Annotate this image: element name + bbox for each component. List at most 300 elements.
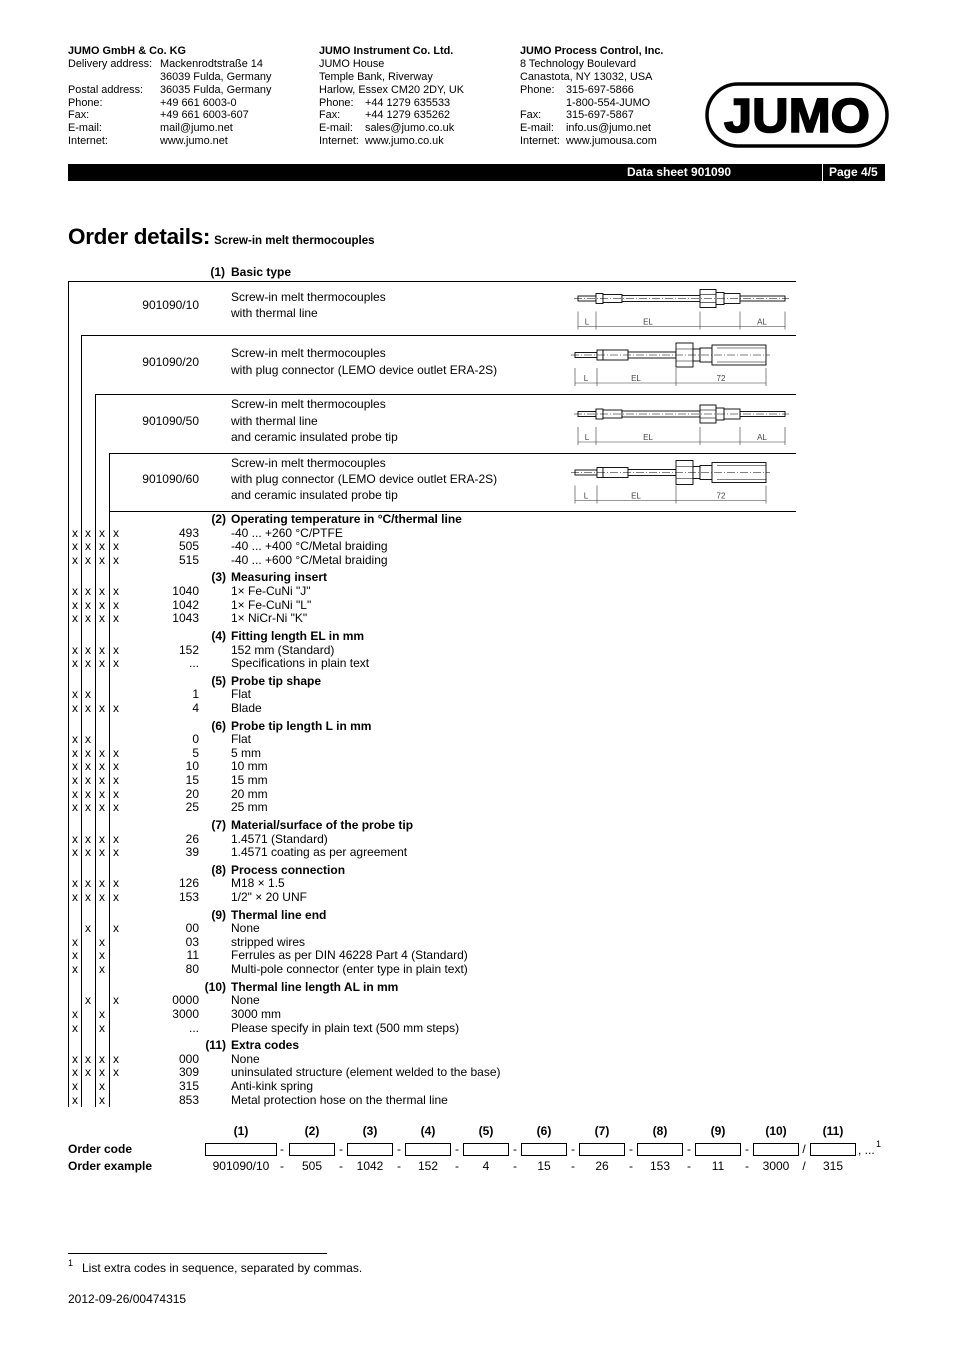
option-mark: x: [85, 701, 91, 715]
option-description: None: [231, 921, 260, 936]
option-mark: x: [99, 584, 105, 599]
option-mark: x: [85, 539, 91, 554]
dimension-label: 72: [716, 374, 726, 383]
option-mark: x: [72, 759, 78, 774]
order-example-value: 4: [482, 1159, 490, 1173]
option-mark: x: [113, 831, 119, 846]
address-value: www.jumo.net: [160, 135, 228, 148]
logo-text: JUMO: [724, 90, 870, 143]
order-column-header: (8): [652, 1124, 668, 1138]
address-line: Harlow, Essex CM20 2DY, UK: [319, 83, 465, 96]
option-code: 25: [185, 800, 199, 815]
option-mark: x: [99, 773, 105, 788]
address-line: JUMO House: [319, 58, 385, 70]
address-value: Mackenrodtstraße 14: [160, 58, 263, 70]
document-date: 2012-09-26/00474315: [68, 1292, 187, 1306]
option-mark: x: [85, 1065, 91, 1080]
option-code: 0000: [172, 993, 199, 1008]
option-code: 853: [178, 1092, 199, 1107]
basic-type-code: 901090/60: [142, 472, 199, 486]
option-code: 03: [185, 934, 199, 949]
option-mark: x: [99, 701, 105, 715]
option-code: 153: [178, 890, 199, 904]
basic-type-code: 901090/20: [142, 354, 199, 369]
order-example-separator: -: [339, 1159, 343, 1173]
option-mark: x: [72, 732, 78, 747]
option-description: 5 mm: [231, 745, 261, 760]
order-example-separator: -: [745, 1159, 749, 1173]
option-code: 11: [186, 948, 199, 963]
dimension-label: L: [583, 491, 589, 501]
option-mark: x: [113, 745, 119, 760]
option-code: 4: [192, 701, 199, 715]
section-title: Basic type: [231, 265, 292, 279]
basic-type-description: and ceramic insulated probe tip: [231, 488, 398, 503]
option-code: 1: [192, 687, 199, 702]
option-mark: x: [99, 831, 105, 846]
option-mark: x: [72, 1079, 78, 1093]
order-example-label: Order example: [68, 1159, 153, 1173]
option-description: stripped wires: [231, 934, 306, 949]
option-mark: x: [99, 1079, 105, 1093]
option-mark: x: [85, 584, 91, 599]
dimension-label: 72: [716, 491, 726, 501]
option-mark: x: [99, 539, 105, 554]
option-mark: x: [113, 773, 119, 788]
address-value: 315-697-5867: [566, 109, 634, 122]
order-column-header: (2): [304, 1124, 320, 1138]
option-code: 80: [185, 962, 199, 977]
option-code: ...: [188, 1020, 199, 1035]
order-column-header: (7): [594, 1124, 610, 1138]
section-title: Process connection: [231, 862, 346, 877]
option-code: 5: [192, 745, 199, 760]
option-mark: x: [113, 786, 119, 801]
option-mark: x: [99, 876, 105, 891]
option-code: 39: [185, 845, 199, 860]
option-description: Blade: [231, 701, 262, 715]
option-mark: x: [72, 876, 78, 891]
section-number: (2): [211, 512, 226, 526]
option-mark: x: [113, 993, 119, 1008]
type-column-line: [81, 335, 82, 1107]
order-example-value: 26: [595, 1159, 609, 1173]
section-title: Extra codes: [231, 1038, 300, 1053]
basic-type-description: Screw-in melt thermocouples: [231, 455, 386, 470]
option-mark: x: [113, 525, 119, 540]
option-mark: x: [85, 773, 91, 788]
page-number: Page 4/5: [829, 165, 878, 179]
address-value: info.us@jumo.net: [566, 122, 651, 135]
option-description: 1.4571 (Standard): [231, 831, 328, 846]
option-mark: x: [72, 962, 78, 977]
section-title: Thermal line length AL in mm: [231, 979, 399, 994]
order-column-header: (5): [478, 1124, 494, 1138]
option-mark: x: [72, 890, 78, 904]
order-code-separator: -: [687, 1142, 691, 1156]
address-label: E-mail:: [68, 122, 102, 135]
option-code: 26: [185, 831, 199, 846]
option-code: 00: [185, 921, 199, 936]
basic-type-description: with plug connector (LEMO device outlet ERA-2S): [231, 472, 498, 486]
order-code-separator: /: [802, 1142, 806, 1156]
order-example-separator: -: [280, 1159, 284, 1173]
option-mark: x: [85, 745, 91, 760]
section-title: Measuring insert: [231, 570, 328, 585]
option-description: 15 mm: [231, 773, 268, 788]
option-mark: x: [72, 552, 78, 567]
address-label: Internet:: [319, 135, 359, 148]
option-description: Specifications in plain text: [231, 656, 370, 671]
option-mark: x: [72, 934, 78, 949]
option-code: 1040: [172, 584, 199, 599]
section-title: Operating temperature in °C/thermal line: [231, 512, 462, 526]
address-value: www.jumo.co.uk: [365, 135, 444, 148]
option-mark: x: [99, 1006, 105, 1021]
order-footnote-ref: 1: [876, 1139, 882, 1149]
option-description: 25 mm: [231, 800, 268, 815]
order-example-value: 3000: [762, 1159, 790, 1173]
basic-type-description: Screw-in melt thermocouples: [231, 289, 386, 304]
option-mark: x: [99, 1020, 105, 1035]
option-mark: x: [72, 1051, 78, 1066]
option-code: 515: [178, 552, 199, 567]
order-example-value: 153: [649, 1159, 671, 1173]
order-code-suffix: , ...: [858, 1143, 875, 1157]
section-title: Thermal line end: [231, 907, 327, 922]
order-code-separator: -: [745, 1142, 749, 1156]
address-label: Internet:: [520, 135, 560, 148]
option-mark: x: [85, 732, 91, 747]
order-code-separator: -: [571, 1142, 575, 1156]
order-example-value: 901090/10: [212, 1159, 270, 1173]
option-description: Flat: [231, 732, 252, 747]
option-description: Please specify in plain text (500 mm steps): [231, 1020, 460, 1035]
option-code: 126: [178, 876, 199, 891]
address-value: 1-800-554-JUMO: [566, 96, 651, 109]
dimension-label: EL: [631, 491, 641, 501]
option-description: 10 mm: [231, 759, 268, 774]
option-mark: x: [72, 948, 78, 963]
basic-type-description: with plug connector (LEMO device outlet ERA-2S): [231, 362, 498, 377]
order-column-header: (11): [822, 1124, 844, 1138]
option-mark: x: [99, 800, 105, 815]
section-title: Material/surface of the probe tip: [231, 817, 414, 832]
option-mark: x: [113, 552, 119, 567]
address-line: Canastota, NY 13032, USA: [520, 70, 653, 83]
option-description: 1/2" × 20 UNF: [231, 890, 307, 904]
basic-type-description: Screw-in melt thermocouples: [231, 346, 386, 361]
address-value: +49 661 6003-0: [160, 96, 237, 109]
option-mark: x: [99, 948, 105, 963]
option-mark: x: [85, 993, 91, 1008]
option-code: 15: [185, 773, 199, 788]
option-mark: x: [113, 656, 119, 671]
order-example-separator: -: [571, 1159, 575, 1173]
order-column-header: (10): [765, 1124, 787, 1138]
probe-thermal-line-drawing: [565, 281, 796, 335]
option-mark: x: [85, 759, 91, 774]
option-description: 152 mm (Standard): [231, 642, 335, 657]
dimension-label: L: [584, 433, 590, 442]
option-mark: x: [85, 800, 91, 815]
datasheet-bar: [68, 164, 885, 181]
address-line: 8 Technology Boulevard: [520, 58, 637, 70]
order-code-separator: -: [455, 1142, 459, 1156]
option-description: 1.4571 coating as per agreement: [231, 845, 408, 860]
option-description: Multi-pole connector (enter type in plain text): [231, 962, 468, 977]
option-description: -40 ... +600 °C/Metal braiding: [231, 552, 388, 567]
option-mark: x: [85, 876, 91, 891]
address-label: E-mail:: [520, 122, 554, 135]
option-code: 152: [178, 642, 199, 657]
option-mark: x: [85, 786, 91, 801]
option-mark: x: [72, 773, 78, 788]
basic-type-description: with thermal line: [231, 306, 318, 321]
option-mark: x: [113, 1051, 119, 1066]
order-column-header: (6): [536, 1124, 552, 1138]
option-mark: x: [113, 611, 119, 626]
section-number: (7): [211, 817, 226, 832]
option-mark: x: [72, 642, 78, 657]
address-label: Fax:: [520, 109, 542, 122]
order-column-header: (3): [362, 1124, 378, 1138]
address-label: Fax:: [68, 109, 90, 122]
option-description: Metal protection hose on the thermal line: [231, 1092, 448, 1107]
section-title: Fitting length EL in mm: [231, 628, 365, 643]
option-description: Ferrules as per DIN 46228 Part 4 (Standard): [231, 948, 468, 963]
address-label: Phone:: [319, 96, 354, 109]
dimension-label: EL: [631, 374, 641, 383]
option-mark: x: [72, 611, 78, 626]
option-description: Anti-kink spring: [231, 1079, 314, 1093]
order-code-separator: -: [280, 1142, 284, 1156]
option-mark: x: [72, 745, 78, 760]
order-column-header: (9): [710, 1124, 726, 1138]
dimension-label: L: [583, 374, 589, 383]
option-description: 1× Fe-CuNi "J": [231, 584, 311, 599]
option-code: 315: [178, 1079, 199, 1093]
option-mark: x: [113, 890, 119, 904]
option-code: 20: [185, 786, 199, 801]
section-number: (8): [211, 862, 226, 877]
option-mark: x: [99, 525, 105, 540]
option-mark: x: [72, 1020, 78, 1035]
option-mark: x: [113, 584, 119, 599]
option-mark: x: [99, 786, 105, 801]
address-line: Temple Bank, Riverway: [319, 70, 433, 83]
option-mark: x: [72, 831, 78, 846]
dimension-label: EL: [643, 433, 653, 442]
option-mark: x: [85, 831, 91, 846]
option-mark: x: [99, 962, 105, 977]
option-description: 1× NiCr-Ni "K": [231, 611, 308, 626]
address-value: 36035 Fulda, Germany: [160, 83, 272, 96]
option-mark: x: [72, 584, 78, 599]
dimension-label: EL: [643, 317, 653, 327]
option-mark: x: [72, 687, 78, 702]
option-description: uninsulated structure (element welded to the base): [231, 1065, 501, 1080]
option-mark: x: [72, 786, 78, 801]
option-description: Flat: [231, 687, 252, 702]
option-mark: x: [72, 845, 78, 860]
address-label: Phone:: [520, 83, 555, 96]
address-value: +44 1279 635533: [365, 96, 451, 109]
option-code: 1043: [172, 611, 199, 626]
option-code: 1042: [172, 597, 199, 612]
page-title: [68, 224, 375, 250]
probe-thermal-line-drawing: [565, 394, 796, 453]
option-description: 3000 mm: [231, 1006, 282, 1021]
option-mark: x: [72, 525, 78, 540]
option-description: -40 ... +260 °C/PTFE: [231, 525, 343, 540]
dimension-label: L: [584, 317, 590, 327]
option-mark: x: [99, 745, 105, 760]
order-code-separator: -: [629, 1142, 633, 1156]
order-code-separator: -: [397, 1142, 401, 1156]
section-title: Probe tip length L in mm: [231, 718, 372, 733]
option-mark: x: [99, 845, 105, 860]
section-number: (11): [205, 1038, 226, 1053]
address-value: +44 1279 635262: [365, 109, 451, 122]
option-mark: x: [85, 921, 91, 936]
option-mark: x: [99, 759, 105, 774]
option-mark: x: [113, 539, 119, 554]
page-title-sub: Screw-in melt thermocouples: [214, 235, 375, 247]
option-mark: x: [72, 656, 78, 671]
option-mark: x: [99, 890, 105, 904]
address-label: Delivery address:: [68, 58, 153, 70]
option-mark: x: [72, 1065, 78, 1080]
basic-type-description: and ceramic insulated probe tip: [231, 429, 398, 444]
option-mark: x: [85, 611, 91, 626]
section-number: (4): [211, 628, 226, 643]
option-mark: x: [72, 701, 78, 715]
option-mark: x: [85, 656, 91, 671]
option-mark: x: [72, 800, 78, 815]
option-mark: x: [85, 552, 91, 567]
footnote-text: List extra codes in sequence, separated by commas.: [82, 1261, 363, 1275]
basic-type-description: Screw-in melt thermocouples: [231, 397, 386, 412]
company-name: JUMO GmbH & Co. KG: [68, 45, 186, 57]
option-mark: x: [85, 845, 91, 860]
order-example-value: 505: [301, 1159, 323, 1173]
option-mark: x: [85, 597, 91, 612]
option-mark: x: [72, 1006, 78, 1021]
option-mark: x: [113, 701, 119, 715]
basic-type-description: with thermal line: [231, 413, 318, 428]
option-mark: x: [113, 597, 119, 612]
order-example-value: 1042: [356, 1159, 384, 1173]
option-code: 493: [178, 525, 199, 540]
option-description: -40 ... +400 °C/Metal braiding: [231, 539, 388, 554]
dimension-label: AL: [757, 433, 767, 442]
order-code-label: Order code: [68, 1142, 133, 1156]
order-example-value: 152: [417, 1159, 439, 1173]
option-code: 505: [178, 539, 199, 554]
page-title-main: Order details:: [68, 224, 211, 249]
option-mark: x: [85, 1051, 91, 1066]
dimension-label: AL: [757, 317, 767, 327]
section-number: (6): [211, 718, 226, 733]
option-mark: x: [72, 597, 78, 612]
option-mark: x: [99, 1065, 105, 1080]
order-example-value: 15: [537, 1159, 551, 1173]
option-mark: x: [113, 876, 119, 891]
jumo-logo: [705, 82, 889, 148]
option-mark: x: [113, 1065, 119, 1080]
order-example-separator: -: [397, 1159, 401, 1173]
option-code: 309: [178, 1065, 199, 1080]
option-mark: x: [99, 1092, 105, 1107]
option-mark: x: [85, 890, 91, 904]
address-value: +49 661 6003-607: [160, 109, 249, 122]
section-title: Probe tip shape: [231, 673, 322, 688]
section-number: (5): [211, 673, 226, 688]
option-mark: x: [85, 687, 91, 702]
option-description: None: [231, 993, 260, 1008]
basic-type-code: 901090/50: [142, 413, 199, 428]
address-label: Fax:: [319, 109, 341, 122]
option-mark: x: [113, 845, 119, 860]
option-mark: x: [113, 921, 119, 936]
address-label: Internet:: [68, 135, 108, 148]
order-example-separator: /: [802, 1159, 806, 1173]
address-label: Phone:: [68, 96, 103, 109]
order-example-separator: -: [687, 1159, 691, 1173]
option-mark: x: [85, 525, 91, 540]
option-description: None: [231, 1051, 260, 1066]
option-mark: x: [99, 552, 105, 567]
footnote-mark: 1: [68, 1258, 74, 1268]
option-mark: x: [99, 1051, 105, 1066]
option-mark: x: [99, 656, 105, 671]
order-example-value: 11: [711, 1159, 725, 1173]
option-code: 10: [185, 759, 199, 774]
option-mark: x: [113, 759, 119, 774]
order-example-separator: -: [513, 1159, 517, 1173]
option-mark: x: [85, 642, 91, 657]
address-label: E-mail:: [319, 122, 353, 135]
option-code: ...: [188, 656, 199, 671]
option-code: 0: [192, 732, 199, 747]
bar-divider: [822, 164, 823, 181]
probe-plug-connector-drawing: [565, 335, 796, 394]
address-value: www.jumousa.com: [566, 135, 657, 148]
order-column-header: (1): [233, 1124, 249, 1138]
section-number: (9): [211, 907, 226, 922]
order-code-separator: -: [339, 1142, 343, 1156]
datasheet-number: Data sheet 901090: [627, 165, 732, 179]
option-mark: x: [99, 597, 105, 612]
option-code: 000: [178, 1051, 199, 1066]
option-mark: x: [72, 539, 78, 554]
option-description: 20 mm: [231, 786, 268, 801]
option-code: 3000: [172, 1006, 199, 1021]
address-value: 315-697-5866: [566, 83, 634, 96]
section-number: (3): [211, 570, 226, 585]
order-example-separator: -: [629, 1159, 633, 1173]
option-mark: x: [72, 1092, 78, 1107]
option-mark: x: [99, 642, 105, 657]
option-mark: x: [113, 800, 119, 815]
order-example-value: 315: [822, 1159, 844, 1173]
option-description: M18 × 1.5: [231, 876, 285, 891]
section-number: (1): [210, 265, 225, 279]
company-name: JUMO Process Control, Inc.: [520, 45, 664, 57]
option-description: 1× Fe-CuNi "L": [231, 597, 312, 612]
company-name: JUMO Instrument Co. Ltd.: [319, 45, 454, 57]
